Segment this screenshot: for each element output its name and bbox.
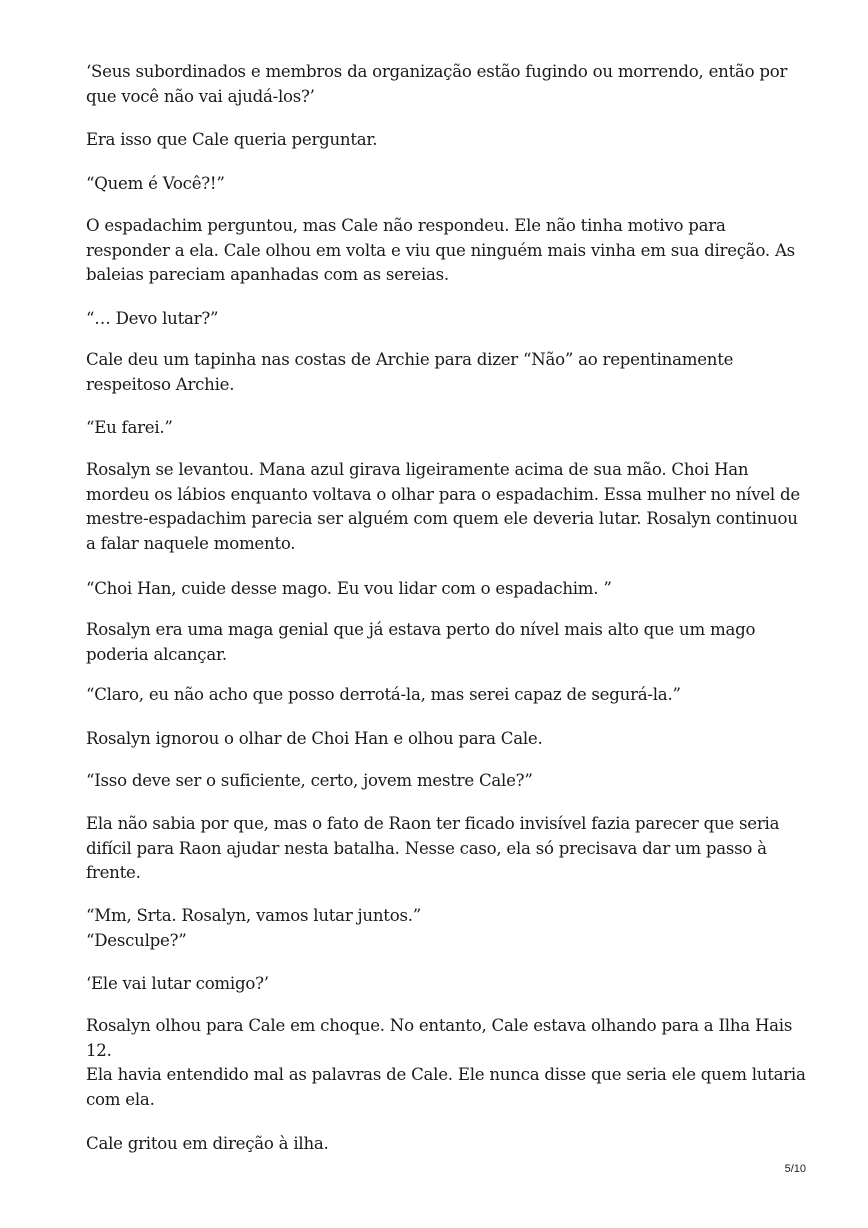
paragraph: [86, 458, 800, 556]
text-line: mestre-espadachim parecia ser alguém com quem ele deveria lutar. Rosalyn continuou: [86, 509, 798, 528]
text-line: Rosalyn era uma maga genial que já estava perto do nível mais alto que um mago: [86, 620, 756, 639]
text-line: ‘Seus subordinados e membros da organização estão fugindo ou morrendo, então por: [86, 62, 788, 81]
paragraph: [86, 416, 786, 441]
text-line: com ela.: [86, 1089, 155, 1109]
text-line: “Claro, eu não acho que posso derrotá-la, mas serei capaz de segurá-la.”: [86, 685, 681, 704]
text-line: 12.: [86, 1040, 112, 1060]
paragraph: [86, 214, 795, 288]
text-line: mordeu os lábios enquanto voltava o olhar para o espadachim. Essa mulher no nível de: [86, 484, 800, 504]
text-line: respeitoso Archie.: [86, 374, 235, 394]
text-line: “Mm, Srta. Rosalyn, vamos lutar juntos.”: [86, 906, 421, 925]
paragraph: [86, 60, 786, 109]
text-line: Ela havia entendido mal as palavras de Cale. Ele nunca disse que seria ele quem lutaria: [86, 1065, 806, 1084]
text-line: Era isso que Cale queria perguntar.: [86, 130, 378, 149]
paragraph: [86, 577, 786, 602]
text-line: “Quem é Você?!”: [86, 174, 225, 193]
text-line: poderia alcançar.: [86, 644, 227, 664]
paragraph: [86, 727, 786, 752]
text-line: a falar naquele momento.: [86, 533, 296, 553]
paragraph: [86, 618, 786, 667]
text-line: Rosalyn se levantou. Mana azul girava ligeiramente acima de sua mão. Choi Han: [86, 460, 749, 479]
text-line: ‘Ele vai lutar comigo?’: [86, 974, 269, 993]
text-line: Cale gritou em direção à ilha.: [86, 1134, 329, 1153]
page-number: 5/10: [784, 1163, 806, 1175]
paragraph: [86, 812, 786, 886]
paragraph: [86, 348, 786, 397]
text-line: “Eu farei.”: [86, 418, 173, 437]
paragraph: [86, 172, 786, 197]
paragraph: [86, 904, 786, 953]
text-line: O espadachim perguntou, mas Cale não respondeu. Ele não tinha motivo para: [86, 216, 726, 235]
paragraph: [86, 1014, 806, 1112]
paragraph: [86, 683, 786, 708]
text-line: Cale deu um tapinha nas costas de Archie para dizer “Não” ao repentinamente: [86, 350, 734, 369]
text-line: frente.: [86, 863, 141, 882]
paragraph: [86, 769, 786, 794]
text-line: “Desculpe?”: [86, 930, 187, 950]
text-line: “… Devo lutar?”: [86, 309, 219, 328]
text-line: Ela não sabia por que, mas o fato de Raon ter ficado invisível fazia parecer que seria: [86, 814, 780, 833]
text-line: difícil para Raon ajudar nesta batalha. Nesse caso, ela só precisava dar um passo à: [86, 838, 767, 858]
text-line: “Choi Han, cuide desse mago. Eu vou lidar com o espadachim. ”: [86, 579, 612, 598]
paragraph: [86, 972, 786, 997]
paragraph: [86, 128, 786, 153]
text-line: Rosalyn olhou para Cale em choque. No entanto, Cale estava olhando para a Ilha Hais: [86, 1016, 793, 1035]
text-line: Rosalyn ignorou o olhar de Choi Han e olhou para Cale.: [86, 729, 543, 748]
text-line: baleias pareciam apanhadas com as sereias.: [86, 265, 449, 284]
text-line: “Isso deve ser o suficiente, certo, jovem mestre Cale?”: [86, 771, 533, 790]
paragraph: [86, 307, 786, 332]
paragraph: [86, 1132, 786, 1157]
text-line: que você não vai ajudá-los?’: [86, 86, 315, 106]
text-line: responder a ela. Cale olhou em volta e viu que ninguém mais vinha em sua direção. As: [86, 240, 795, 260]
